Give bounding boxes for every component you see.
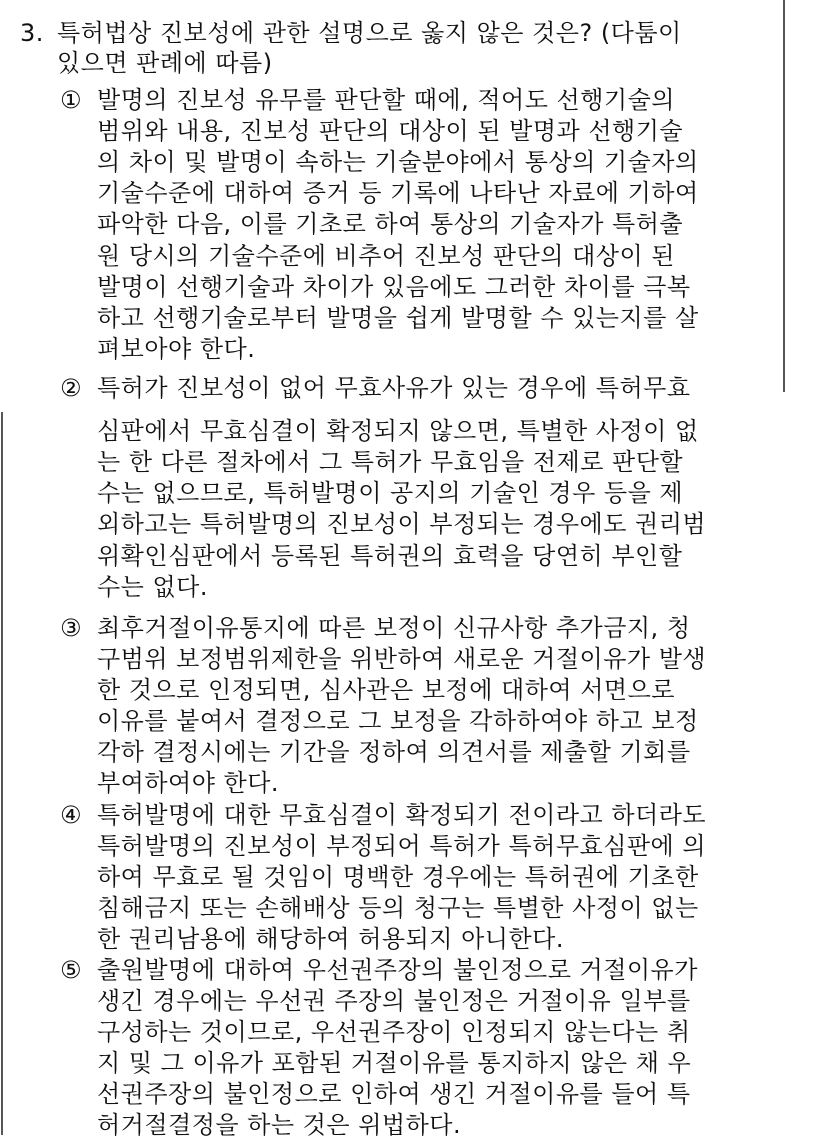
option-text-line: 외하고는 특허발명의 진보성이 부정되는 경우에도 권리범 bbox=[97, 510, 707, 538]
option-text-line: 한 것으로 인정되면, 심사관은 보정에 대하여 서면으로 bbox=[97, 676, 675, 704]
question-number: 3. bbox=[20, 19, 44, 47]
option-text-line: 출원발명에 대하여 우선권주장의 불인정으로 거절이유가 bbox=[97, 956, 698, 984]
column-divider-right bbox=[783, 0, 785, 392]
option-text-line: 발명의 진보성 유무를 판단할 때에, 적어도 선행기술의 bbox=[97, 86, 675, 114]
option-text-line: 하여 무효로 될 것임이 명백한 경우에는 특허권에 기초한 bbox=[97, 863, 699, 891]
option-text-line: 수는 없으므로, 특허발명이 공지의 기술인 경우 등을 제 bbox=[97, 479, 684, 507]
option-text-line: 지 및 그 이유가 포함된 거절이유를 통지하지 않은 채 우 bbox=[97, 1049, 692, 1077]
option-text-line: 부여하여야 한다. bbox=[97, 769, 280, 797]
option-text-line: 펴보아야 한다. bbox=[97, 335, 256, 363]
option-text-line: 구범위 보정범위제한을 위반하여 새로운 거절이유가 발생 bbox=[97, 645, 707, 673]
option-marker: ④ bbox=[60, 801, 83, 829]
option-text-line: 원 당시의 기술수준에 비추어 진보성 판단의 대상이 된 bbox=[97, 242, 675, 270]
option-text-line: 범위와 내용, 진보성 판단의 대상이 된 발명과 선행기술 bbox=[97, 117, 684, 145]
option-text-line: 는 한 다른 절차에서 그 특허가 무효임을 전제로 판단할 bbox=[97, 448, 684, 476]
option-marker: ② bbox=[60, 374, 83, 402]
option-marker: ③ bbox=[60, 614, 83, 642]
option-text-line: 선권주장의 불인정으로 인하여 생긴 거절이유를 들어 특 bbox=[97, 1080, 691, 1108]
option-text-line: 최후거절이유통지에 따른 보정이 신규사항 추가금지, 청 bbox=[97, 614, 691, 642]
option-text-line: 침해금지 또는 손해배상 등의 청구는 특별한 사정이 없는 bbox=[97, 894, 699, 922]
option-text-line: 특허발명에 대한 무효심결이 확정되기 전이라고 하더라도 bbox=[97, 801, 707, 829]
question-text-line: 있으면 판례에 따름) bbox=[57, 49, 273, 77]
option-text-line: 심판에서 무효심결이 확정되지 않으면, 특별한 사정이 없 bbox=[97, 417, 699, 445]
question-text-line: 특허법상 진보성에 관한 설명으로 옳지 않은 것은? (다툼이 bbox=[57, 19, 682, 47]
option-text-line: 한 권리남용에 해당하여 허용되지 아니한다. bbox=[97, 925, 564, 953]
option-marker: ⑤ bbox=[60, 956, 83, 984]
option-text-line: 이유를 붙여서 결정으로 그 보정을 각하하여야 하고 보정 bbox=[97, 707, 699, 735]
option-text-line: 의 차이 및 발명이 속하는 기술분야에서 통상의 기술자의 bbox=[97, 148, 699, 176]
option-text-line: 각하 결정시에는 기간을 정하여 의견서를 제출할 기회를 bbox=[97, 738, 691, 766]
option-text-line: 특허발명의 진보성이 부정되어 특허가 특허무효심판에 의 bbox=[97, 832, 707, 860]
option-text-line: 수는 없다. bbox=[97, 573, 208, 601]
option-text-line: 생긴 경우에는 우선권 주장의 불인정은 거절이유 일부를 bbox=[97, 987, 691, 1015]
option-marker: ① bbox=[60, 86, 83, 114]
option-text-line: 특허가 진보성이 없어 무효사유가 있는 경우에 특허무효 bbox=[97, 374, 691, 402]
option-text-line: 구성하는 것이므로, 우선권주장이 인정되지 않는다는 취 bbox=[97, 1018, 691, 1046]
column-divider-left bbox=[1, 412, 3, 1135]
option-text-line: 기술수준에 대하여 증거 등 기록에 나타난 자료에 기하여 bbox=[97, 179, 699, 207]
option-text-line: 허거절결정을 하는 것은 위법하다. bbox=[97, 1111, 462, 1139]
option-text-line: 발명이 선행기술과 차이가 있음에도 그러한 차이를 극복 bbox=[97, 273, 691, 301]
option-text-line: 위확인심판에서 등록된 특허권의 효력을 당연히 부인할 bbox=[97, 542, 683, 570]
option-text-line: 하고 선행기술로부터 발명을 쉽게 발명할 수 있는지를 살 bbox=[97, 304, 699, 332]
option-text-line: 파악한 다음, 이를 기초로 하여 통상의 기술자가 특허출 bbox=[97, 210, 684, 238]
